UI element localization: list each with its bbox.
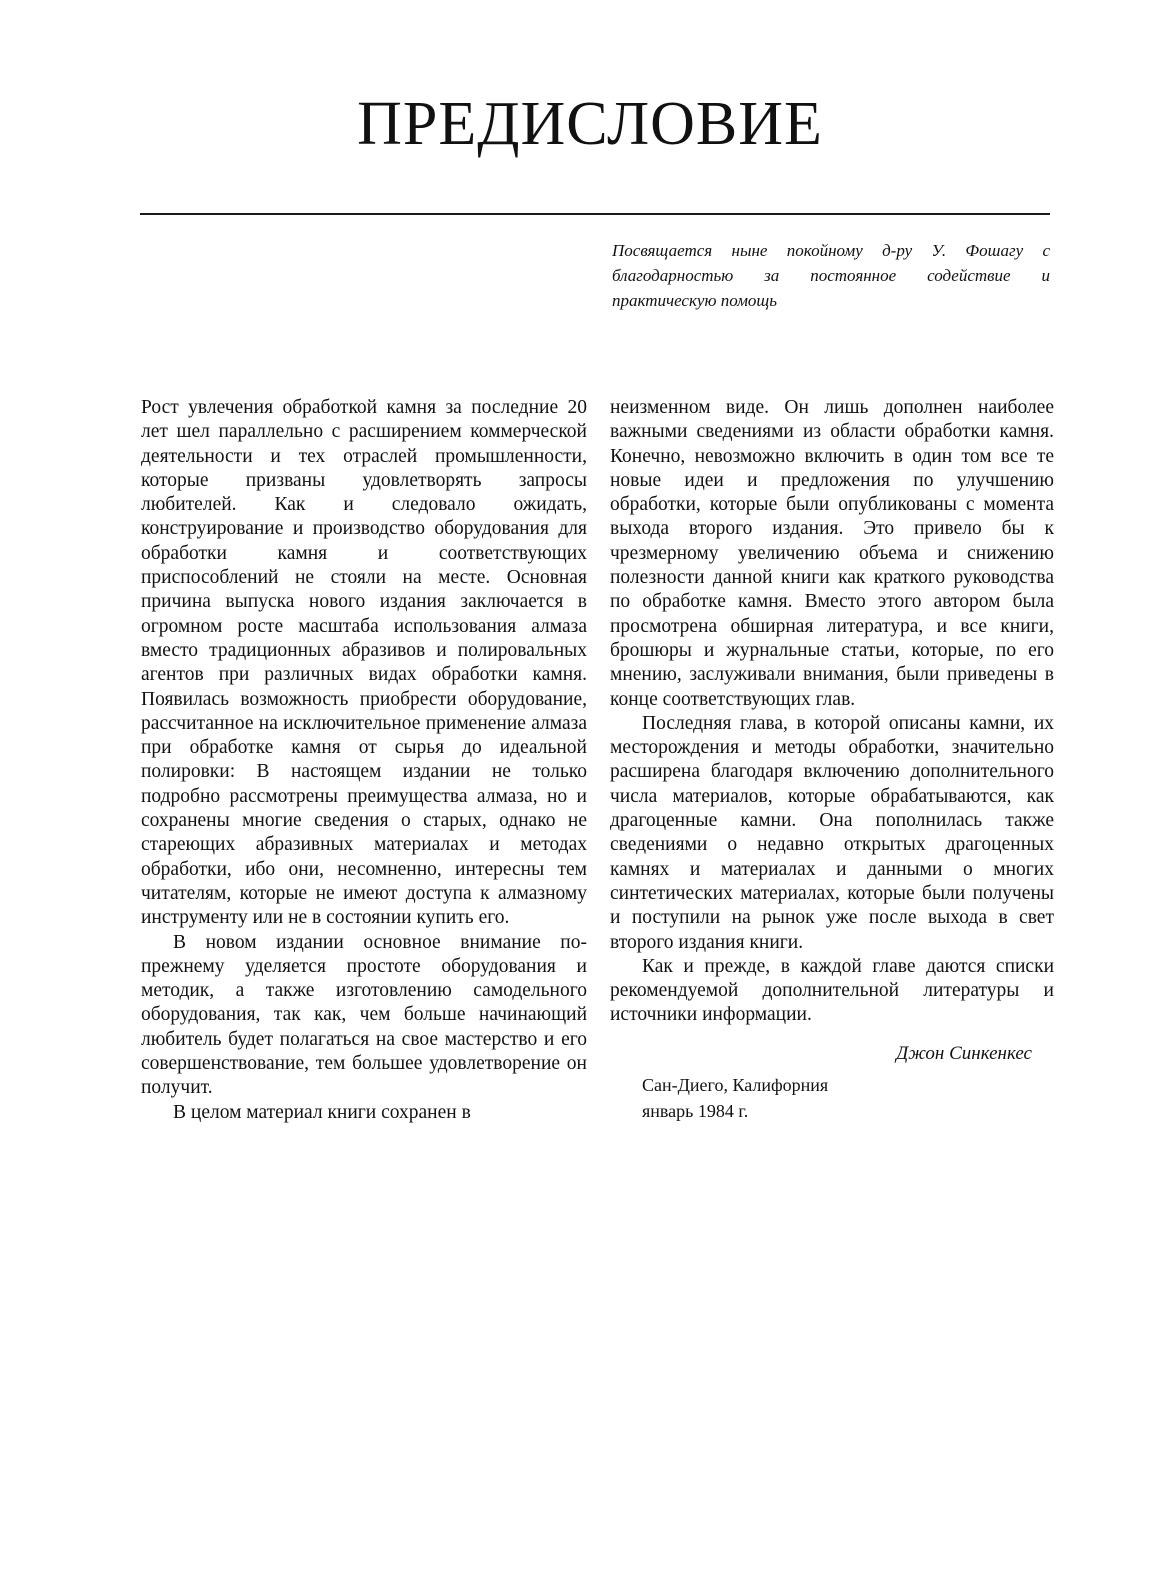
title-divider — [140, 213, 1050, 215]
date: январь 1984 г. — [642, 1100, 749, 1121]
dedication: Посвящается ныне покойному д-ру У. Фошагу с благодарностью за постоянное содействие и практическую помощь — [612, 241, 1050, 310]
paragraph: Рост увлечения обработкой камня за последние 20 лет шел параллельно с расширением коммерческой деятельности и тех отраслей промышленности, которые призваны удовлетворять запросы любителей. Как и следовало ожидать, конструирование и производство оборудования для обработки камня и соответствующих приспособлений не стояли на месте. Основная причина выпуска нового издания заключается в огромном росте масштаба использования алмаза вместо традиционных абразивов и полировальных агентов при различных видах обработки камня. Появилась возможность приобрести оборудование, рассчитанное на исключительное применение алмаза при обработке камня от сырья до идеальной полировки: В настоящем издании не только подробно рассмотрены преимущества алмаза, но и сохранены многие сведения о старых, однако не стареющих абразивных материалах и методах обработки, ибо они, несомненно, интересны тем читателям, которые не имеют доступа к алмазному инструменту или не в состоянии купить его. — [141, 397, 587, 929]
paragraph: Как и прежде, в каждой главе даются списки рекомендуемой дополнительной литературы и источники информации. — [610, 955, 1054, 1026]
paragraph: В новом издании основное внимание по-прежнему уделяется простоте оборудования и методик, а также изготовлению самодельного оборудования, так как, чем больше начинающий любитель будет полагаться на свое мастерство и его совершенствование, тем большее удовлетворение он получит. — [141, 931, 587, 1099]
author-signature: Джон Синкенкес — [896, 1042, 1032, 1064]
page-title: ПРЕДИСЛОВИЕ — [357, 90, 823, 158]
place: Сан-Диего, Калифорния — [642, 1074, 829, 1095]
right-column — [610, 396, 1054, 1124]
left-column — [141, 396, 587, 1125]
paragraph: неизменном виде. Он лишь дополнен наиболее важными сведениями из области обработки камня. Конечно, невозможно включить в один том все те новые идеи и предложения по улучшению обработки, которые были опубликованы с момента выхода второго издания. Это привело бы к чрезмерному увеличению объема и снижению полезности данной книги как краткого руководства по обработке камня. Вместо этого автором была просмотрена обширная литература, и все книги, брошюры и журнальные статьи, которые, по его мнению, заслуживали внимания, были приведены в конце соответствующих глав. — [610, 397, 1054, 710]
paragraph: В целом материал книги сохранен в — [173, 1101, 471, 1123]
paragraph: Последняя глава, в которой описаны камни, их месторождения и методы обработки, значительно расширена благодаря включению дополнительного числа материалов, которые обрабатываются, как драгоценные камни. Она пополнилась также сведениями о недавно открытых драгоценных камнях и материалах и данными о многих синтетических материалах, которые были получены и поступили на рынок уже после выхода в свет второго издания книги. — [610, 712, 1054, 953]
